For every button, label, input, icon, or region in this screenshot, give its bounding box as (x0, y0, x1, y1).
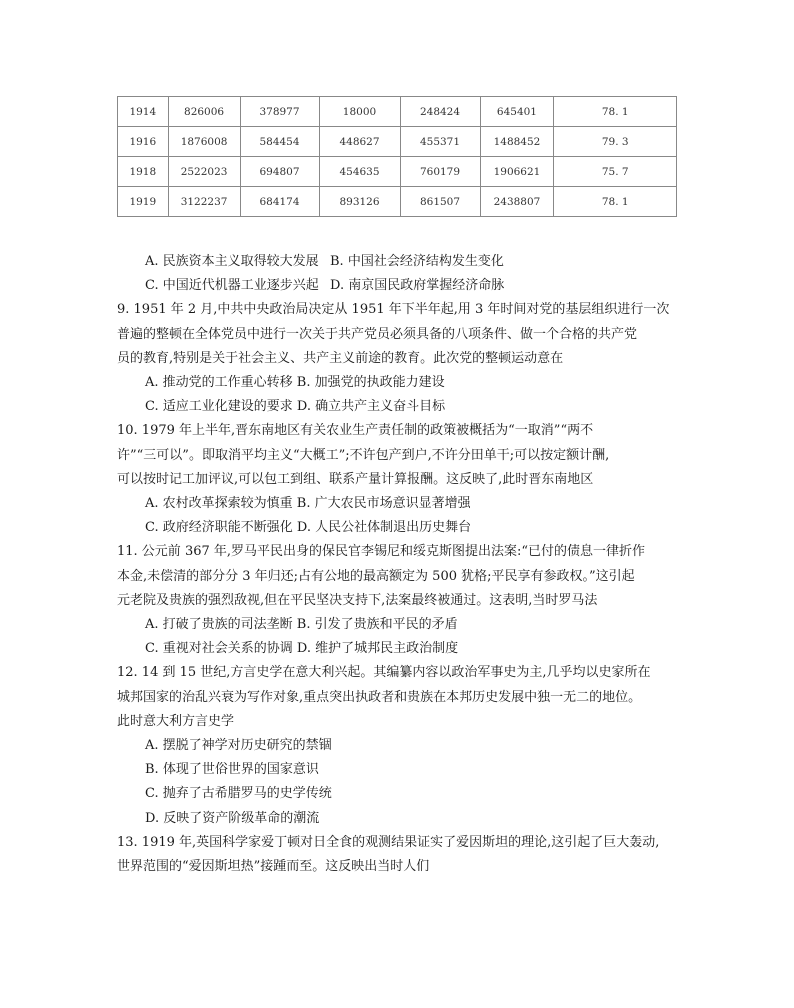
question-12 (117, 661, 677, 830)
statistics-table (117, 96, 677, 217)
question-stem-line: 元老院及贵族的强烈敌视,但在平民坚决支持下,法案最终被通过。这表明,当时罗马法 (117, 592, 598, 608)
option-line: C. 抛弃了古希腊罗马的史学传统 (145, 786, 332, 802)
table-cell: 1906621 (480, 157, 554, 187)
question-9 (117, 298, 677, 419)
question-11 (117, 540, 677, 661)
question-13 (117, 831, 677, 879)
table-cell: 455371 (400, 127, 480, 157)
question-stem-line: 13. 1919 年,英国科学家爱丁顿对日全食的观测结果证实了爱因斯坦的理论,这引起了巨大轰动, (117, 834, 660, 850)
option-line: A. 农村改革探索较为慎重 B. 广大农民市场意识显著增强 (145, 496, 471, 512)
question-stem-line: 可以按时记工加评议,可以包工到组、联系产量计算报酬。这反映了,此时晋东南地区 (117, 471, 594, 487)
question-stem-line: 城邦国家的治乱兴衰为写作对象,重点突出执政者和贵族在本邦历史发展中独一无二的地位。 (117, 689, 642, 705)
table-cell: 645401 (480, 97, 554, 127)
option-line: B. 体现了世俗世界的国家意识 (145, 762, 319, 778)
table-cell: 75. 7 (554, 157, 677, 187)
table-cell: 454635 (319, 157, 400, 187)
table-cell: 861507 (400, 187, 480, 217)
option-line: A. 打破了贵族的司法垄断 B. 引发了贵族和平民的矛盾 (145, 617, 458, 633)
table-cell: 2438807 (480, 187, 554, 217)
table-cell: 1916 (118, 127, 169, 157)
table-cell: 78. 1 (554, 97, 677, 127)
table-row (118, 187, 677, 217)
q8-option-d: D. 南京国民政府掌握经济命脉 (330, 278, 505, 294)
question-stem-line: 9. 1951 年 2 月,中共中央政治局决定从 1951 年下半年起,用 3 年时间对党的基层组织进行一次 (117, 302, 670, 318)
q8-option-row (117, 250, 677, 274)
table-cell: 248424 (400, 97, 480, 127)
option-line: A. 摆脱了神学对历史研究的禁锢 (145, 738, 332, 754)
table-cell: 826006 (168, 97, 240, 127)
table-cell: 3122237 (168, 187, 240, 217)
question-stem-line: 本金,未偿清的部分分 3 年归还;占有公地的最高额定为 500 犹格;平民享有参政权。”这引起 (117, 568, 635, 584)
option-line: C. 适应工业化建设的要求 D. 确立共产主义奋斗目标 (145, 399, 446, 415)
question-stem-line: 10. 1979 年上半年,晋东南地区有关农业生产责任制的政策被概括为“一取消”“两不 (117, 423, 594, 439)
option-line: A. 推动党的工作重心转移 B. 加强党的执政能力建设 (145, 375, 445, 391)
table-row (118, 127, 677, 157)
question-stem-line: 普遍的整顿在全体党员中进行一次关于共产党员必须具备的八项条件、做一个合格的共产党 (117, 326, 638, 342)
table-cell: 79. 3 (554, 127, 677, 157)
table-cell: 78. 1 (554, 187, 677, 217)
table-cell: 1919 (118, 187, 169, 217)
q8-option-row (117, 274, 677, 298)
table-row (118, 97, 677, 127)
table-cell: 694807 (240, 157, 319, 187)
q8-option-c: C. 中国近代机器工业逐步兴起 (145, 278, 319, 294)
question-stem-line: 世界范围的“爱因斯坦热”接踵而至。这反映出当时人们 (117, 859, 430, 875)
table-cell: 684174 (240, 187, 319, 217)
question-stem-line: 员的教育,特别是关于社会主义、共产主义前途的教育。此次党的整顿运动意在 (117, 350, 564, 366)
table-cell: 1876008 (168, 127, 240, 157)
table-cell: 2522023 (168, 157, 240, 187)
option-line: C. 政府经济职能不断强化 D. 人民公社体制退出历史舞台 (145, 520, 472, 536)
table-cell: 1918 (118, 157, 169, 187)
table-cell: 18000 (319, 97, 400, 127)
table-cell: 1488452 (480, 127, 554, 157)
table-cell: 760179 (400, 157, 480, 187)
question-stem-line: 此时意大利方言史学 (117, 713, 235, 729)
table-cell: 584454 (240, 127, 319, 157)
question-stem-line: 12. 14 到 15 世纪,方言史学在意大利兴起。其编纂内容以政治军事史为主,几乎均以史家所在 (117, 665, 651, 681)
table-cell: 448627 (319, 127, 400, 157)
question-content (117, 250, 677, 879)
table-cell: 378977 (240, 97, 319, 127)
option-line: C. 重视对社会关系的协调 D. 维护了城邦民主政治制度 (145, 641, 459, 657)
question-10 (117, 419, 677, 540)
question-stem-line: 许”“三可以”。即取消平均主义“大概工”;不许包产到户,不许分田单干;可以按定额计酬, (117, 447, 610, 463)
table-cell: 1914 (118, 97, 169, 127)
q8-option-b: B. 中国社会经济结构发生变化 (330, 254, 504, 269)
table-row (118, 157, 677, 187)
q8-option-a: A. 民族资本主义取得较大发展 (145, 254, 319, 269)
option-line: D. 反映了资产阶级革命的潮流 (145, 810, 320, 826)
table-cell: 893126 (319, 187, 400, 217)
question-stem-line: 11. 公元前 367 年,罗马平民出身的保民官李锡尼和绥克斯图提出法案:“已付的债息一律折作 (117, 544, 646, 560)
